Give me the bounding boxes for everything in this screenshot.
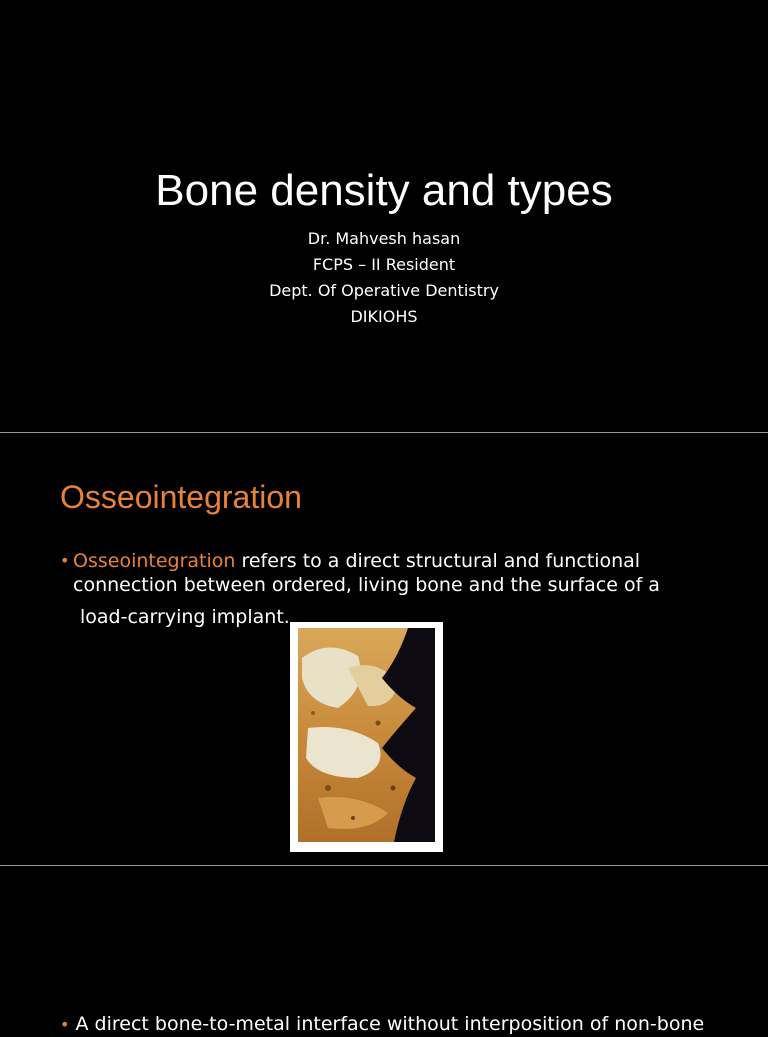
slide-subtitle <box>0 226 768 330</box>
bullet-line-3: load-carrying implant. <box>80 606 290 628</box>
bullet-line-1 <box>60 549 680 573</box>
author-name: Dr. Mahvesh hasan <box>307 229 461 248</box>
title-slide <box>0 0 768 432</box>
histology-photo <box>298 628 435 842</box>
slide-title: Bone density and types <box>155 166 613 215</box>
bullet-point <box>60 1012 760 1037</box>
bullet-marker: • <box>60 551 70 570</box>
bullet-line-2: connection between ordered, living bone and the surface of a <box>73 574 660 596</box>
author-institution: DIKIOHS <box>350 307 418 326</box>
bullet-text: A direct bone-to-metal interface without interposition of non-bone <box>75 1013 705 1035</box>
next-slide <box>0 866 768 1035</box>
author-position: FCPS – II Resident <box>312 255 456 274</box>
osseointegration-slide <box>0 433 768 865</box>
author-department: Dept. Of Operative Dentistry <box>269 281 499 300</box>
bullet-marker: • <box>60 1015 70 1034</box>
highlighted-term: Osseointegration <box>73 550 236 572</box>
bullet-point <box>60 549 680 629</box>
implant-histology-image <box>290 622 443 852</box>
bullet-text-1: refers to a direct structural and functional <box>235 550 641 572</box>
slide-heading: Osseointegration <box>60 479 302 515</box>
